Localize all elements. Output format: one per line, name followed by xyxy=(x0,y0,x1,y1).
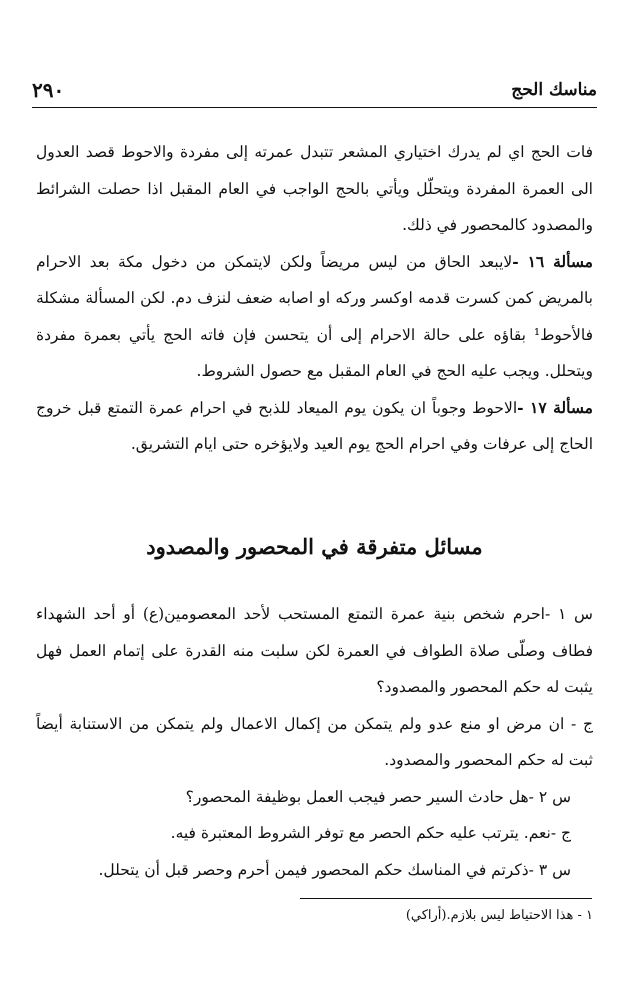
header-divider xyxy=(32,107,597,108)
issue-17-label: مسألة ١٧ - xyxy=(517,397,593,417)
page-number: ٢٩٠ xyxy=(32,78,65,102)
question-2: س ٢ -هل حادث السير حصر فيجب العمل بوظيفة المحصور؟ xyxy=(185,787,571,806)
paragraph-continuation: فات الحج اي لم يدرك اختياري المشعر تتبدل عمرته إلى مفردة والاحوط قصد العدول الى العمرة المفردة ويتحلّل ويأتي بالحج الواجب في العام المقبل اذا حصلت الشرائط والمصدود كالمحصور في ذلك. xyxy=(36,143,593,234)
question-1: س ١ -احرم شخص بنية عمرة التمتع المستحب لأحد المعصومين(ع) أو أحد الشهداء فطاف وصلّى صلاة الطواف في العمرة لكن سلبت منه القدرة على إتمام العمل فهل يثبت له حكم المحصور والمصدود؟ xyxy=(36,605,593,696)
footnote: ١ - هذا الاحتياط ليس بلازم.(أراكي) xyxy=(405,908,593,923)
main-text-block xyxy=(36,134,593,463)
footnote-divider xyxy=(300,898,592,899)
answer-2: ج -نعم. يترتب عليه حكم الحصر مع توفر الشروط المعتبرة فيه. xyxy=(170,824,571,842)
answer-1: ج - ان مرض او منع عدو ولم يتمكن من إكمال الاعمال ولم يتمكن من الاستنابة أيضاً ثبت له حكم المحصور والمصدود. xyxy=(36,714,593,769)
qa-block xyxy=(36,596,593,888)
issue-16-text: لايبعد الحاق من ليس مريضاً ولكن لايتمكن من دخول مكة بعد الاحرام بالمريض كمن كسرت قدمه اوكسر وركه او اصابه ضعف لنزف دم. لكن المسألة مشكلة فالأحوط¹ بقاؤه على حالة الاحرام إلى أن يتحسن فإن فاته الحج يأتي بعمرة مفردة ويتحلل. ويجب عليه الحج في العام المقبل مع حصول الشروط. xyxy=(36,252,593,380)
issue-16-paragraph xyxy=(36,244,593,390)
section-heading: مسائل متفرقة في المحصور والمصدود xyxy=(146,534,483,559)
page-header xyxy=(32,78,597,108)
question-3: س ٣ -ذكرتم في المناسك حكم المحصور فيمن أحرم وحصر قبل أن يتحلل. xyxy=(98,860,571,879)
issue-17-text: الاحوط وجوباً ان يكون يوم الميعاد للذبح في احرام عمرة التمتع قبل خروج الحاج إلى عرفات وفي احرام الحج يوم العيد ولايؤخره حتى ايام التشريق. xyxy=(36,398,593,453)
issue-16-label: مسألة ١٦ - xyxy=(512,251,593,271)
issue-17-paragraph xyxy=(36,390,593,463)
running-title: مناسك الحج xyxy=(511,80,597,100)
